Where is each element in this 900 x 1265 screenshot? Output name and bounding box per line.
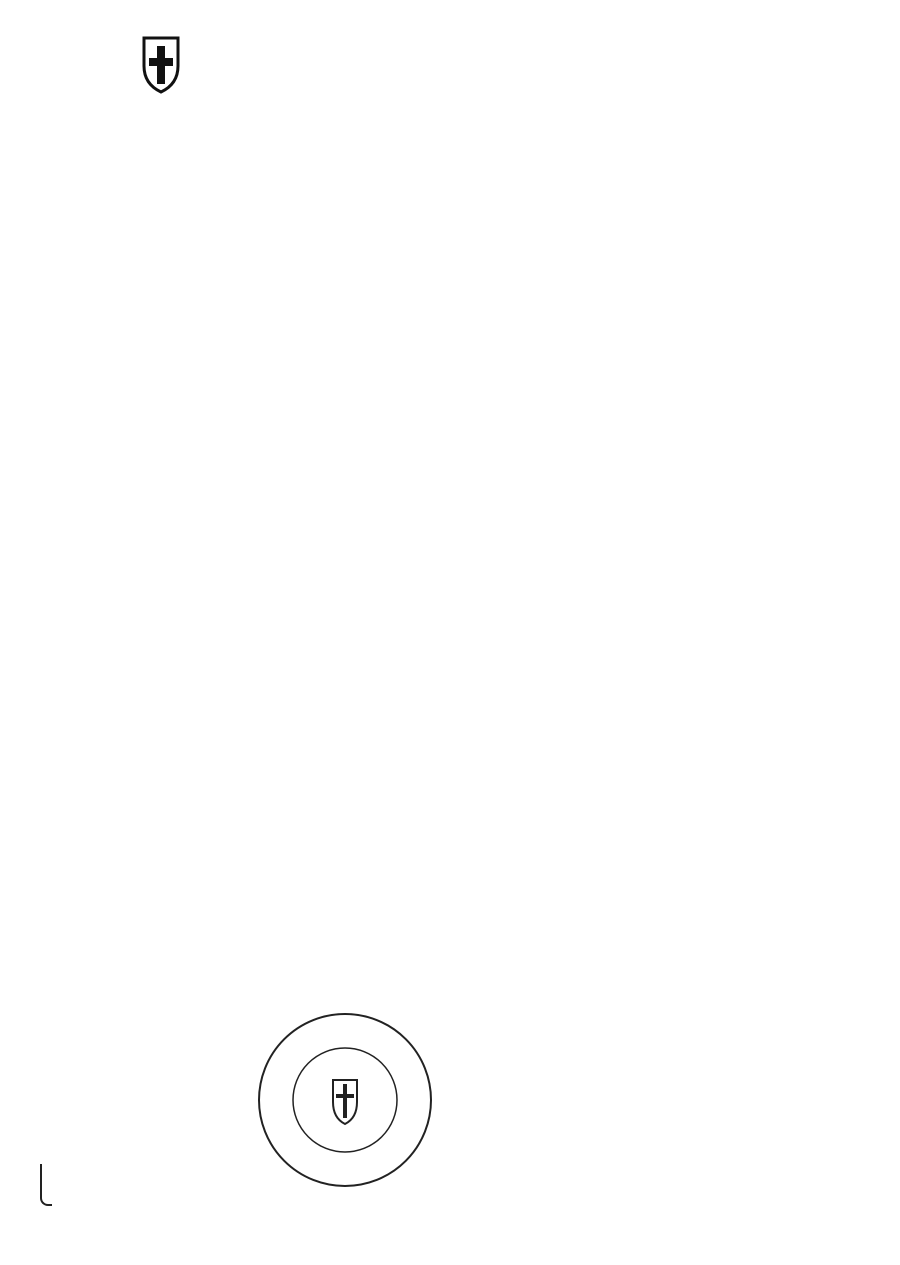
contact-label (84, 268, 172, 290)
contact-label (84, 312, 172, 334)
handwritten-margin-mark (40, 1164, 52, 1206)
contact-label (84, 334, 172, 356)
greek-coat-of-arms-icon (138, 36, 184, 94)
ministry-line (84, 108, 424, 129)
ministry-line (84, 171, 424, 192)
body-paragraph (84, 562, 814, 583)
ministry-line (84, 192, 424, 213)
to-label (462, 218, 520, 281)
cc-label (462, 281, 520, 365)
recipients-block (462, 218, 862, 365)
cc-recipients (462, 281, 862, 365)
contact-row (84, 290, 172, 312)
contact-row (84, 268, 172, 290)
body-paragraph (84, 537, 814, 558)
contact-label (84, 246, 172, 268)
to-recipients (462, 218, 862, 281)
ministry-header (84, 108, 424, 213)
ministry-line (84, 129, 424, 150)
contact-label (84, 290, 172, 312)
contact-row (84, 334, 172, 356)
contact-row (84, 312, 172, 334)
official-round-seal-icon (255, 1010, 435, 1190)
body-paragraph (84, 512, 814, 533)
ministry-line (84, 150, 424, 171)
letter-body (84, 512, 814, 587)
contact-row (84, 246, 172, 268)
contact-details (84, 246, 172, 356)
